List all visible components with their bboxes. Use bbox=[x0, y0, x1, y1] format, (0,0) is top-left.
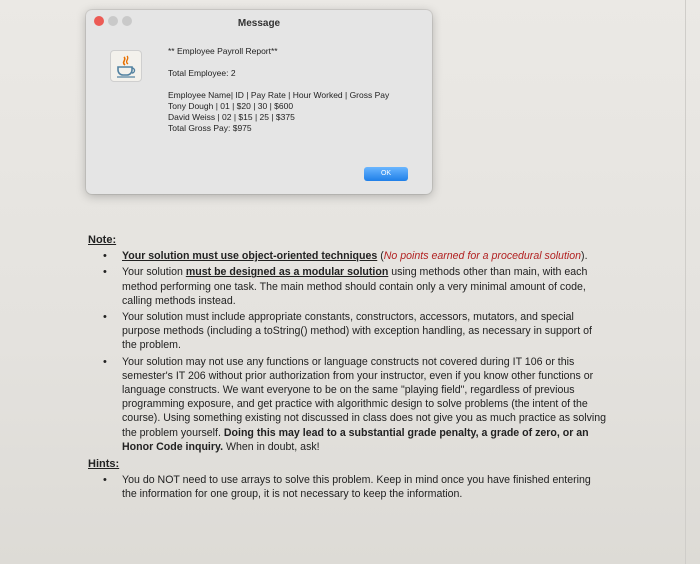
message-dialog bbox=[86, 10, 432, 194]
bullet-icon: • bbox=[103, 250, 107, 263]
notes-section bbox=[88, 233, 608, 504]
note-list bbox=[88, 249, 608, 454]
bullet-icon: • bbox=[103, 311, 107, 324]
report-title: ** Employee Payroll Report** bbox=[168, 46, 278, 56]
note-item bbox=[88, 310, 608, 353]
note-1-penalty: No points earned for a procedural solution bbox=[383, 250, 582, 263]
report-row: Tony Dough | 01 | $20 | 30 | $600 bbox=[168, 101, 294, 111]
note-4-text: Your solution may not use any functions or language constructs not covered during IT 106 or this semester's IT 206 without prior authorization from your instructor, even if you know other functions or language constructs. We want everyone to be on the same "playing field", regardless of previous programming exposure, and get practice with algorithmic design to solve problems (the intent of the course). Using something existing not discussed in class does not give you as much practice as solving the problem yourself. bbox=[122, 355, 607, 439]
hint-1-text: You do NOT need to use arrays to solve this problem. Keep in mind once you have finished entering the information for one group, it is not necessary to keep the information. bbox=[122, 474, 591, 501]
hints-heading: Hints: bbox=[88, 458, 120, 471]
total-employee: Total Employee: 2 bbox=[168, 68, 236, 78]
note-2-start: Your solution bbox=[122, 266, 186, 279]
total-gross-pay: Total Gross Pay: $975 bbox=[168, 123, 252, 133]
note-2-rest: using methods other than main, with each method performing one task. The main method should contain only a very minimal amount of code, calling methods instead. bbox=[122, 266, 588, 307]
note-4-warning: Doing this may lead to a substantial grade penalty, a grade of zero, or an Honor Code inquiry. bbox=[122, 426, 589, 453]
hints-list bbox=[88, 473, 608, 501]
report-row: David Weiss | 02 | $15 | 25 | $375 bbox=[168, 112, 295, 122]
bullet-icon: • bbox=[103, 266, 107, 279]
dialog-message bbox=[168, 46, 389, 134]
note-1-emphasis: Your solution must use object-oriented techniques bbox=[122, 250, 378, 263]
page-edge-divider bbox=[685, 0, 686, 564]
report-header-row: Employee Name| ID | Pay Rate | Hour Worked | Gross Pay bbox=[168, 90, 390, 100]
hint-item bbox=[88, 473, 608, 501]
note-1-close: ). bbox=[581, 250, 588, 263]
bullet-icon: • bbox=[103, 355, 107, 368]
note-item bbox=[88, 249, 608, 263]
note-heading: Note: bbox=[88, 234, 117, 246]
note-1-open: ( bbox=[377, 250, 384, 263]
bullet-icon: • bbox=[103, 474, 107, 487]
ok-button[interactable]: OK bbox=[364, 167, 408, 181]
note-3-text: Your solution must include appropriate constants, constructors, accessors, mutators, and special purpose methods (including a toString() method) with exception handling, as necessary in support of the problem. bbox=[122, 311, 592, 352]
java-icon bbox=[110, 50, 142, 82]
dialog-title: Message bbox=[237, 18, 281, 29]
note-4-end: When in doubt, ask! bbox=[223, 440, 320, 453]
note-item bbox=[88, 355, 608, 454]
note-2-emphasis: must be designed as a modular solution bbox=[185, 266, 389, 279]
note-item bbox=[88, 265, 608, 308]
